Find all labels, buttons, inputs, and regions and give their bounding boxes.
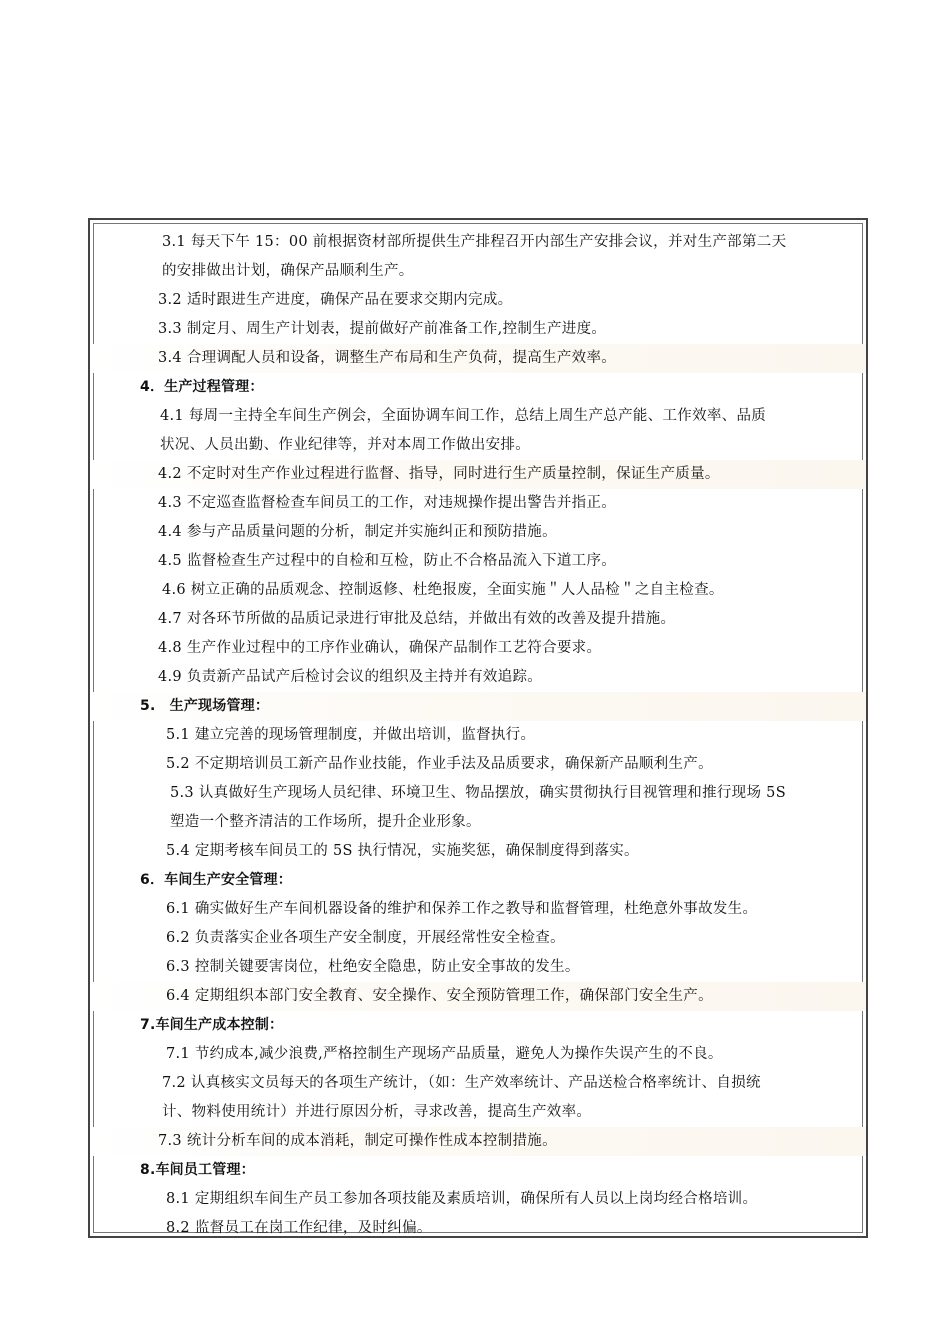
paragraph-line: 3.4 合理调配人员和设备，调整生产布局和生产负荷，提高生产效率。 bbox=[90, 344, 866, 373]
paragraph-line: 7.1 节约成本,减少浪费,严格控制生产现场产品质量，避免人为操作失误产生的不良。 bbox=[166, 1046, 723, 1062]
paragraph-line: 6.3 控制关键要害岗位，杜绝安全隐患，防止安全事故的发生。 bbox=[166, 959, 580, 975]
section-heading: 5. 生产现场管理： bbox=[90, 692, 866, 721]
document-body bbox=[90, 228, 866, 1243]
section-heading: 7.车间生产成本控制： bbox=[140, 1017, 284, 1033]
paragraph-line: 4.6 树立正确的品质观念、控制返修、杜绝报废，全面实施＂人人品检＂之自主检查。 bbox=[162, 582, 724, 598]
paragraph-line: 3.1 每天下午 15：00 前根据资材部所提供生产排程召开内部生产安排会议，并对生产部第二天 bbox=[162, 234, 787, 250]
paragraph-line: 塑造一个整齐清洁的工作场所，提升企业形象。 bbox=[170, 814, 481, 830]
paragraph-line: 计、物料使用统计）并进行原因分析，寻求改善，提高生产效率。 bbox=[162, 1104, 592, 1120]
paragraph-line: 4.3 不定巡查监督检查车间员工的工作，对违规操作提出警告并指正。 bbox=[158, 495, 617, 511]
section-heading: 8.车间员工管理： bbox=[140, 1162, 255, 1178]
paragraph-line: 4.5 监督检查生产过程中的自检和互检，防止不合格品流入下道工序。 bbox=[158, 553, 617, 569]
paragraph-line: 的安排做出计划，确保产品顺利生产。 bbox=[162, 263, 414, 279]
paragraph-line: 7.2 认真核实文员每天的各项生产统计，（如：生产效率统计、产品送检合格率统计、自损统 bbox=[162, 1075, 761, 1091]
paragraph-line: 4.4 参与产品质量问题的分析，制定并实施纠正和预防措施。 bbox=[158, 524, 557, 540]
paragraph-line: 4.7 对各环节所做的品质记录进行审批及总结，并做出有效的改善及提升措施。 bbox=[158, 611, 676, 627]
paragraph-line: 6.4 定期组织本部门安全教育、安全操作、安全预防管理工作，确保部门安全生产。 bbox=[90, 982, 866, 1011]
section-heading: 4．生产过程管理： bbox=[140, 379, 264, 395]
section-heading: 6．车间生产安全管理： bbox=[140, 872, 292, 888]
paragraph-line: 8.1 定期组织车间生产员工参加各项技能及素质培训，确保所有人员以上岗均经合格培训。 bbox=[166, 1191, 758, 1207]
document-frame bbox=[88, 218, 868, 1238]
paragraph-line: 4.8 生产作业过程中的工序作业确认，确保产品制作工艺符合要求。 bbox=[158, 640, 602, 656]
paragraph-line: 5.4 定期考核车间员工的 5S 执行情况，实施奖惩，确保制度得到落实。 bbox=[166, 843, 639, 859]
paragraph-line: 5.1 建立完善的现场管理制度，并做出培训，监督执行。 bbox=[166, 727, 536, 743]
paragraph-line: 6.2 负责落实企业各项生产安全制度，开展经常性安全检查。 bbox=[166, 930, 565, 946]
paragraph-line: 状况、人员出勤、作业纪律等，并对本周工作做出安排。 bbox=[160, 437, 530, 453]
paragraph-line: 4.9 负责新产品试产后检讨会议的组织及主持并有效追踪。 bbox=[158, 669, 543, 685]
paragraph-line: 5.2 不定期培训员工新产品作业技能，作业手法及品质要求，确保新产品顺利生产。 bbox=[166, 756, 713, 772]
paragraph-line: 8.2 监督员工在岗工作纪律，及时纠偏。 bbox=[166, 1220, 432, 1236]
paragraph-line: 3.2 适时跟进生产进度，确保产品在要求交期内完成。 bbox=[158, 292, 513, 308]
paragraph-line: 3.3 制定月、周生产计划表，提前做好产前准备工作,控制生产进度。 bbox=[158, 321, 607, 337]
paragraph-line: 4.1 每周一主持全车间生产例会，全面协调车间工作，总结上周生产总产能、工作效率、品质 bbox=[160, 408, 767, 424]
paragraph-line: 4.2 不定时对生产作业过程进行监督、指导，同时进行生产质量控制，保证生产质量。 bbox=[90, 460, 866, 489]
paragraph-line: 5.3 认真做好生产现场人员纪律、环境卫生、物品摆放，确实贯彻执行目视管理和推行现场 5S bbox=[170, 785, 786, 801]
paragraph-line: 7.3 统计分析车间的成本消耗，制定可操作性成本控制措施。 bbox=[90, 1127, 866, 1156]
paragraph-line: 6.1 确实做好生产车间机器设备的维护和保养工作之教导和监督管理，杜绝意外事故发生。 bbox=[166, 901, 758, 917]
